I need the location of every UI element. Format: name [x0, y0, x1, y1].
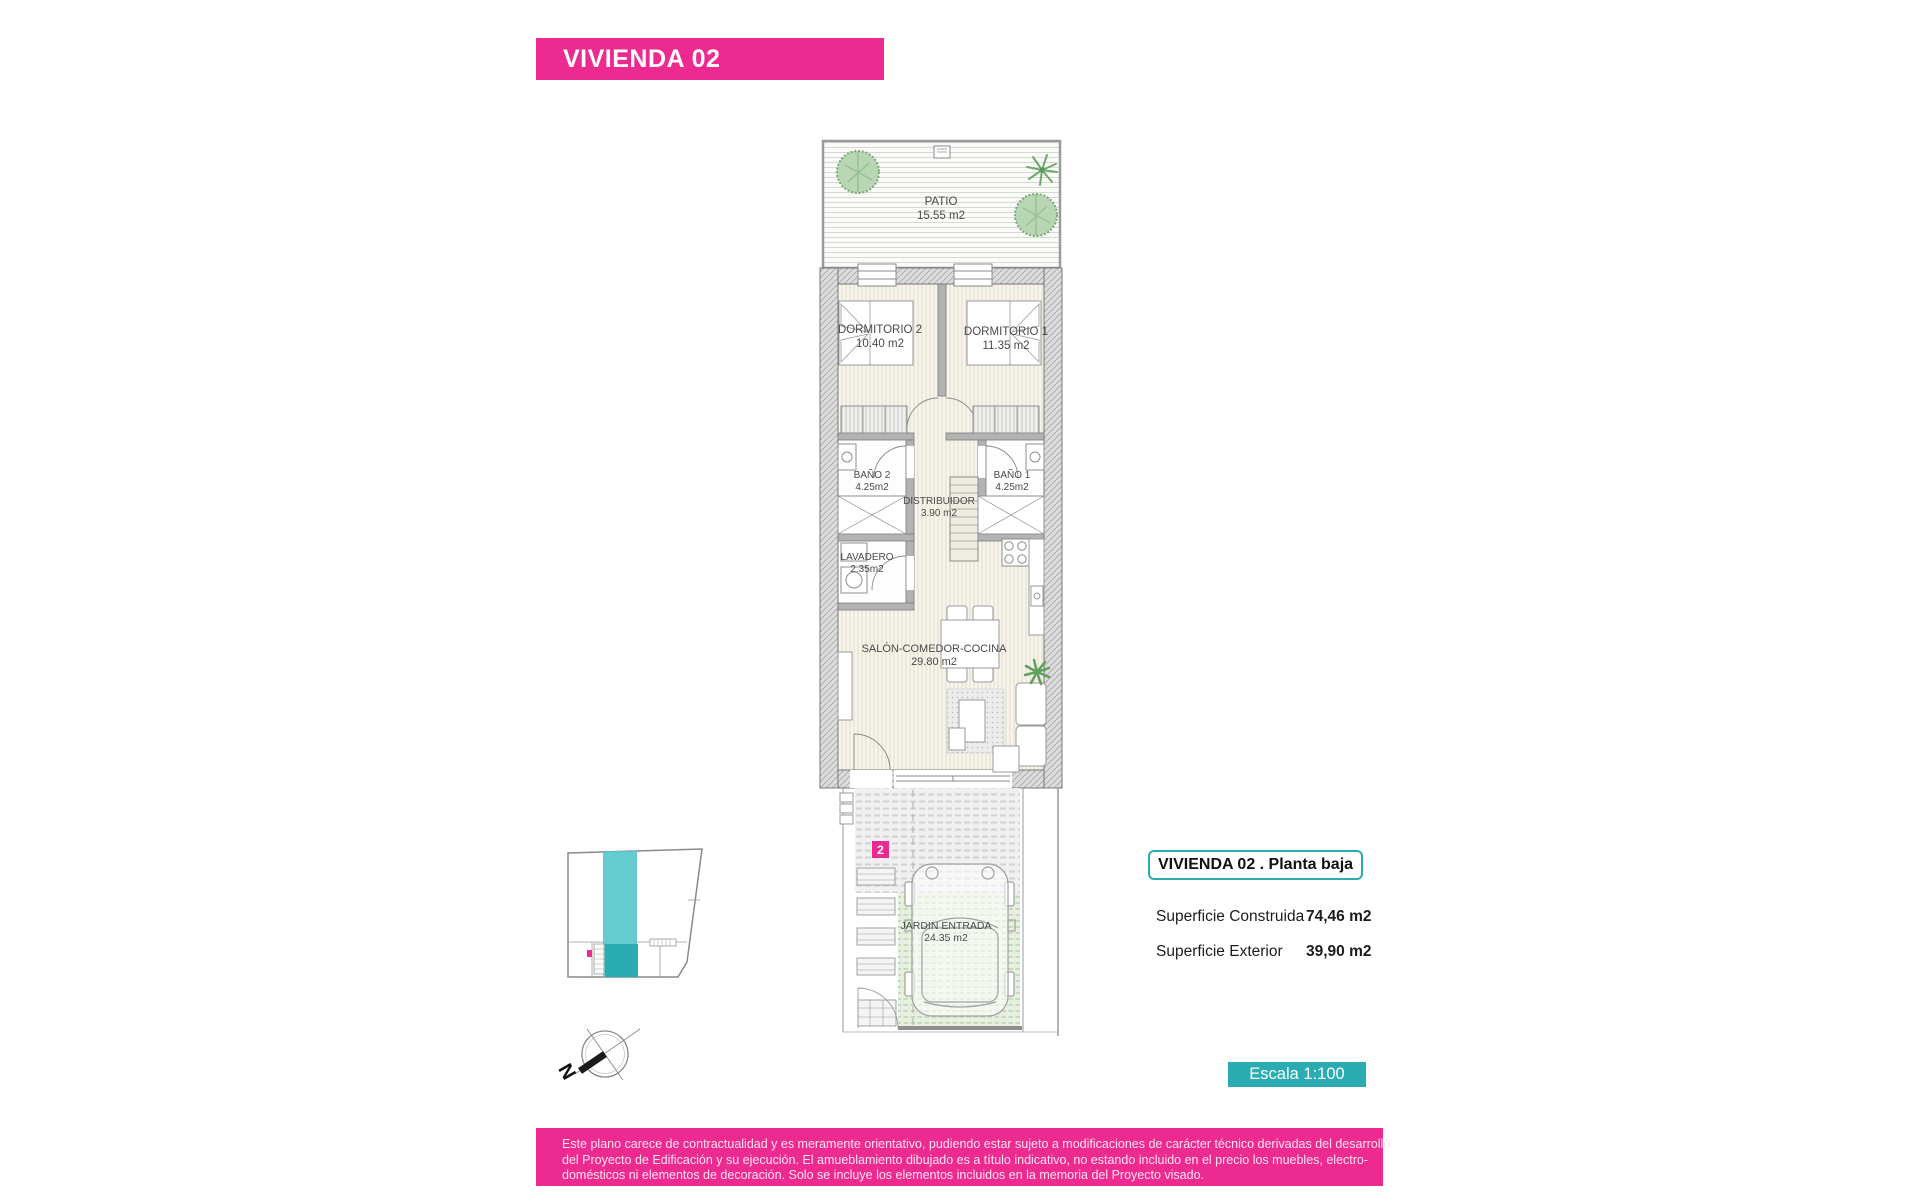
disclaimer-footer	[536, 1128, 1391, 1186]
unit-number-badge: 2	[872, 841, 889, 858]
room-label-jardin	[900, 920, 991, 945]
surface-exterior-row	[1156, 943, 1378, 961]
room-area: 11.35 m2	[982, 339, 1030, 352]
room-name: DORMITORIO 1	[963, 326, 1049, 338]
room-name: BAÑO 1	[993, 470, 1031, 481]
room-name: DISTRIBUIDOR	[903, 496, 975, 507]
kitchen-counter	[1029, 539, 1044, 635]
surface-built-label: Superficie Construida	[1156, 908, 1305, 925]
room-area: 10.40 m2	[856, 337, 904, 350]
stove-icon	[1002, 539, 1029, 566]
site-key-map	[568, 849, 702, 977]
room-label-dormitorio1	[964, 326, 1048, 353]
disclaimer-line: del Proyecto de Edificación y su ejecución. El amueblamiento dibujado es a título indicativo, no estando incluido en el precio los muebles, electro-	[562, 1152, 1369, 1167]
room-label-patio	[917, 196, 965, 223]
tree-icon	[837, 151, 879, 193]
room-name: LAVADERO	[840, 552, 894, 563]
room-name: PATIO	[924, 196, 958, 208]
tree-icon	[1015, 194, 1057, 236]
page-title: VIVIENDA 02	[563, 44, 721, 73]
kitchen-sink-icon	[1031, 586, 1043, 606]
surface-built-row	[1156, 908, 1378, 926]
room-label-salon	[862, 643, 1007, 669]
room-area: 2.35m2	[850, 563, 884, 575]
room-label-bano1	[994, 470, 1031, 494]
disclaimer-line: Este plano carece de contractualidad y es meramente orientativo, pudiendo estar sujeto a modificaciones de carácter técnico derivadas del desarrollo	[562, 1137, 1391, 1151]
unit-highlight-dark	[605, 944, 638, 977]
compass-north-label: N	[554, 1059, 581, 1084]
room-label-bano2	[854, 470, 891, 494]
surface-built-value: 74,46 m2	[1306, 908, 1372, 925]
room-label-dormitorio2	[838, 324, 922, 351]
room-area: 4.25m2	[995, 481, 1029, 493]
disclaimer-line: domésticos ni elementos de decoración. Solo se incluye los elementos incluidos en la memoria del Proyecto visado.	[562, 1168, 1205, 1182]
key-entrance-marker	[587, 950, 592, 957]
room-area: 24.35 m2	[924, 932, 968, 945]
room-area: 15.55 m2	[917, 209, 965, 222]
room-name: BAÑO 2	[853, 470, 891, 481]
scale-badge: Escala 1:100	[1228, 1062, 1366, 1087]
room-area: 4.25m2	[855, 481, 889, 493]
info-panel	[1148, 850, 1378, 960]
compass-icon	[575, 1029, 640, 1080]
surface-exterior-value: 39,90 m2	[1306, 943, 1372, 960]
room-name: JARDIN ENTRADA	[900, 920, 992, 932]
side-table-icon	[993, 746, 1019, 772]
room-name: SALÓN-COMEDOR-COCINA	[861, 643, 1007, 655]
info-panel-title: VIVIENDA 02 . Planta baja	[1148, 850, 1363, 880]
surface-exterior-label: Superficie Exterior	[1156, 943, 1283, 960]
cabinet-icon	[838, 652, 852, 720]
room-area: 29.80 m2	[911, 655, 957, 668]
room-label-lavadero	[841, 552, 894, 576]
room-name: DORMITORIO 2	[837, 324, 923, 336]
room-label-distribuidor	[903, 496, 975, 520]
room-area: 3.90 m2	[920, 507, 958, 519]
sliding-door-icon	[894, 770, 1012, 788]
sofa-icon	[1016, 683, 1046, 766]
